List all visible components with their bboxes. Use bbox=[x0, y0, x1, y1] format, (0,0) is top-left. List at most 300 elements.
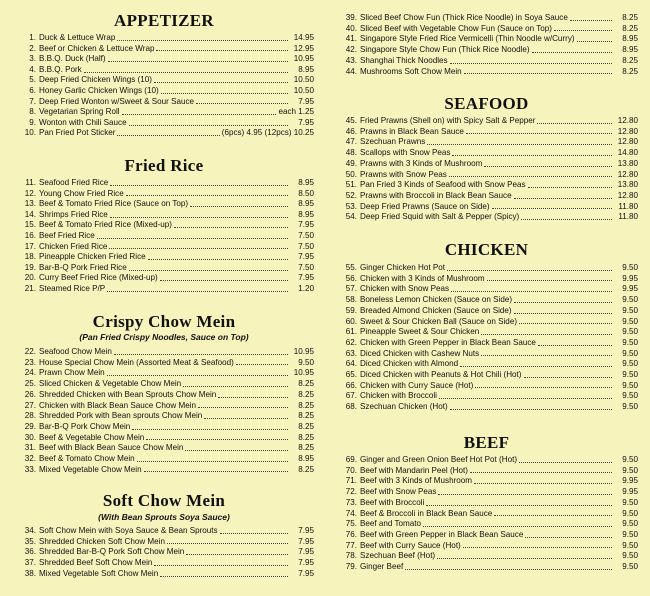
dot-leader bbox=[466, 133, 612, 134]
menu-item-number: 72. bbox=[345, 487, 357, 497]
menu-item bbox=[14, 526, 314, 537]
menu-item-number: 23. bbox=[24, 357, 36, 367]
menu-item-name: Beef with Black Bean Sauce Chow Mein bbox=[39, 443, 184, 453]
dot-leader bbox=[110, 185, 288, 186]
menu-item-price: 8.95 bbox=[622, 45, 638, 55]
menu-item-name: Prawns with 3 Kinds of Mushroom bbox=[360, 158, 483, 168]
menu-item bbox=[335, 359, 638, 370]
dot-leader bbox=[190, 206, 288, 207]
menu-item-price: 9.50 bbox=[622, 540, 638, 550]
menu-item-price: 8.25 bbox=[298, 464, 314, 474]
dot-leader bbox=[97, 238, 288, 239]
menu-item bbox=[14, 118, 314, 129]
menu-item bbox=[14, 454, 314, 465]
menu-item bbox=[335, 263, 638, 274]
menu-item-name: Soft Chow Mein with Soya Sauce & Bean Sprouts bbox=[39, 526, 218, 535]
dot-leader bbox=[132, 429, 288, 430]
menu-item bbox=[14, 199, 314, 210]
menu-item-name: Chicken with Black Bean Sauce Chow Mein bbox=[39, 400, 197, 410]
menu-item bbox=[335, 34, 638, 45]
dot-leader bbox=[405, 569, 612, 570]
menu-item-price: 9.50 bbox=[622, 348, 638, 358]
dot-leader bbox=[570, 20, 612, 21]
menu-item-price: 7.95 bbox=[298, 220, 314, 230]
menu-item-name: Fried Prawns (Shell on) with Spicy Salt & Pepper bbox=[360, 116, 536, 125]
menu-item-price: 12.80 bbox=[617, 126, 638, 136]
dot-leader bbox=[426, 505, 612, 506]
menu-item bbox=[335, 191, 638, 202]
menu-item-price: 8.25 bbox=[298, 411, 314, 421]
menu-item-number: 58. bbox=[345, 295, 357, 305]
menu-item-name: Sweet & Sour Chicken Ball (Sauce on Side) bbox=[360, 316, 518, 326]
menu-item bbox=[335, 67, 638, 78]
menu-item-name: Beef and Tomato bbox=[360, 519, 422, 529]
menu-item-number: 26. bbox=[24, 389, 36, 399]
menu-item-number: 71. bbox=[345, 476, 357, 486]
menu-item-price: 11.80 bbox=[618, 212, 638, 222]
menu-item-price: 8.25 bbox=[622, 55, 638, 65]
menu-item-number: 53. bbox=[345, 201, 357, 211]
menu-item-name: Beef with Mandarin Peel (Hot) bbox=[360, 465, 468, 475]
menu-item-name: Shredded Pork with Bean sprouts Chow Mein bbox=[39, 411, 203, 421]
menu-item bbox=[14, 465, 314, 476]
menu-item-number: 4. bbox=[29, 64, 36, 74]
menu-item-price: 9.50 bbox=[622, 327, 638, 337]
menu-item bbox=[14, 231, 314, 242]
menu-item-name: Beef & Tomato Fried Rice (Mixed-up) bbox=[39, 220, 172, 230]
menu-item-price: 10.50 bbox=[293, 75, 314, 85]
dot-leader bbox=[577, 41, 612, 42]
menu-item bbox=[14, 86, 314, 97]
menu-item-name: Pineapple Sweet & Sour Chicken bbox=[360, 327, 480, 337]
menu-item-name: Curry Beef Fried Rice (Mixed-up) bbox=[39, 273, 158, 283]
menu-item-number: 15. bbox=[24, 220, 36, 230]
menu-item-number: 70. bbox=[345, 465, 357, 475]
dot-leader bbox=[525, 537, 612, 538]
menu-item-price: 9.50 bbox=[622, 295, 638, 305]
menu-item-name: Sliced Beef Chow Fun (Thick Rice Noodle) in Soya Sauce bbox=[360, 13, 568, 22]
menu-item bbox=[14, 558, 314, 569]
menu-item-number: 59. bbox=[345, 305, 357, 315]
menu-item-number: 24. bbox=[24, 368, 36, 378]
menu-item-number: 20. bbox=[24, 273, 36, 283]
menu-item bbox=[14, 263, 314, 274]
dot-leader bbox=[183, 386, 288, 387]
menu-item-name: Deep Fried Chicken Wings (10) bbox=[39, 75, 152, 85]
menu-item-name: Duck & Lettuce Wrap bbox=[39, 33, 116, 42]
dot-leader bbox=[437, 558, 612, 559]
menu-item-price: 9.50 bbox=[298, 357, 314, 367]
menu-item-price: 9.50 bbox=[622, 391, 638, 401]
menu-item-number: 40. bbox=[345, 23, 357, 33]
section-heading-soft-chow-mein: Soft Chow Mein bbox=[102, 491, 226, 510]
menu-item-number: 37. bbox=[24, 558, 36, 568]
menu-item bbox=[335, 541, 638, 552]
dot-leader bbox=[474, 483, 612, 484]
dot-leader bbox=[481, 334, 612, 335]
menu-item-price: 7.50 bbox=[298, 241, 314, 251]
menu-item-name: Ginger Chicken Hot Pot bbox=[360, 263, 446, 272]
dot-leader bbox=[110, 217, 288, 218]
menu-item bbox=[335, 391, 638, 402]
menu-item-price: 9.50 bbox=[622, 263, 638, 272]
menu-item bbox=[335, 212, 638, 223]
dot-leader bbox=[452, 155, 612, 156]
menu-item-number: 62. bbox=[345, 337, 357, 347]
section-subtitle: (Pan Fried Crispy Noodles, Sauce on Top) bbox=[79, 332, 249, 342]
dot-leader bbox=[519, 323, 612, 324]
menu-item-price: 9.50 bbox=[622, 305, 638, 315]
menu-item-price: 8.25 bbox=[298, 421, 314, 431]
menu-item-name: Vegetarian Spring Roll bbox=[39, 107, 120, 117]
menu-item-number: 52. bbox=[345, 190, 357, 200]
dot-leader bbox=[484, 166, 612, 167]
dot-leader bbox=[427, 144, 612, 145]
menu-item-name: Prawns with Snow Peas bbox=[360, 169, 447, 179]
menu-item-number: 28. bbox=[24, 411, 36, 421]
menu-item bbox=[14, 347, 314, 358]
menu-item-price: 12.80 bbox=[617, 116, 638, 125]
menu-item-number: 69. bbox=[345, 455, 357, 464]
menu-item-name: Pan Fried Pot Sticker bbox=[39, 128, 116, 138]
menu-item-number: 11. bbox=[25, 178, 36, 187]
menu-item-price: 12.80 bbox=[617, 190, 638, 200]
menu-item-number: 67. bbox=[345, 391, 357, 401]
menu-item-number: 68. bbox=[345, 402, 357, 412]
menu-item-number: 41. bbox=[345, 34, 357, 44]
menu-item bbox=[14, 390, 314, 401]
dot-leader bbox=[167, 543, 288, 544]
menu-item-number: 13. bbox=[24, 199, 36, 209]
menu-item-name: Ginger Beef bbox=[360, 562, 404, 571]
menu-item bbox=[335, 56, 638, 67]
menu-item-number: 54. bbox=[345, 212, 357, 222]
menu-item-price: 7.50 bbox=[298, 262, 314, 272]
menu-item bbox=[335, 170, 638, 181]
menu-item-name: Bar-B-Q Pork Fried Rice bbox=[39, 262, 127, 272]
menu-item bbox=[14, 443, 314, 454]
menu-item-number: 50. bbox=[345, 169, 357, 179]
menu-item-number: 78. bbox=[345, 551, 357, 561]
menu-item-name: Chicken with 3 Kinds of Mushroom bbox=[360, 273, 485, 283]
menu-item-number: 21. bbox=[24, 284, 36, 293]
menu-item bbox=[335, 274, 638, 285]
dot-leader bbox=[519, 462, 612, 463]
menu-item-number: 46. bbox=[345, 126, 357, 136]
menu-item-name: Diced Chicken with Almond bbox=[360, 359, 459, 369]
dot-leader bbox=[451, 291, 612, 292]
menu-item-name: Chicken with Broccoli bbox=[360, 391, 437, 401]
menu-item-price: 14.95 bbox=[293, 33, 314, 42]
menu-item-price: 9.95 bbox=[622, 284, 638, 294]
menu-item bbox=[14, 242, 314, 253]
dot-leader bbox=[514, 198, 612, 199]
dot-leader bbox=[481, 355, 612, 356]
menu-item-name: Beef with Snow Peas bbox=[360, 487, 437, 497]
menu-item-name: Beef with 3 Kinds of Mushroom bbox=[360, 476, 473, 486]
menu-item-number: 36. bbox=[24, 547, 36, 557]
menu-item bbox=[14, 368, 314, 379]
menu-item-price: 9.50 bbox=[622, 465, 638, 475]
menu-item-price: 13.80 bbox=[617, 158, 638, 168]
dot-leader bbox=[107, 375, 288, 376]
menu-item bbox=[335, 476, 638, 487]
menu-item-number: 75. bbox=[345, 519, 357, 529]
menu-item-price: 9.50 bbox=[622, 370, 638, 379]
menu-item-number: 48. bbox=[345, 148, 357, 158]
dot-leader bbox=[494, 515, 612, 516]
menu-item-name: Shrimps Fried Rice bbox=[39, 209, 108, 219]
menu-item-number: 56. bbox=[345, 273, 357, 283]
menu-item bbox=[335, 180, 638, 191]
menu-item bbox=[14, 433, 314, 444]
dot-leader bbox=[449, 176, 612, 177]
menu-item bbox=[14, 401, 314, 412]
menu-item bbox=[335, 306, 638, 317]
dot-leader bbox=[109, 248, 288, 249]
section-heading-crispy-chow-mein: Crispy Chow Mein bbox=[92, 312, 236, 331]
dot-leader bbox=[160, 576, 288, 577]
menu-item-name: Mushrooms Soft Chow Mein bbox=[360, 66, 462, 76]
menu-item-number: 57. bbox=[345, 284, 357, 294]
menu-item bbox=[335, 116, 638, 127]
menu-item-name: Prawn Chow Mein bbox=[39, 368, 105, 378]
menu-item-price: 8.25 bbox=[298, 400, 314, 410]
menu-item-name: Shredded Beef Soft Chow Mein bbox=[39, 558, 153, 568]
menu-item-price: 9.95 bbox=[622, 476, 638, 486]
menu-item bbox=[14, 75, 314, 86]
menu-item-price: 9.95 bbox=[622, 273, 638, 283]
menu-item-price: 8.95 bbox=[298, 199, 314, 209]
menu-item-price: 10.95 bbox=[293, 347, 314, 356]
dot-leader bbox=[154, 82, 288, 83]
menu-item bbox=[335, 498, 638, 509]
menu-item-price: 7.50 bbox=[298, 231, 314, 240]
menu-item-name: Shredded Chicken Soft Chow Mein bbox=[39, 536, 165, 546]
menu-item-name: Chicken with Curry Sauce (Hot) bbox=[360, 380, 474, 390]
menu-item-price: 9.50 bbox=[622, 380, 638, 390]
menu-item bbox=[14, 252, 314, 263]
section-heading-seafood: SEAFOOD bbox=[444, 94, 529, 113]
menu-item-price: 8.25 bbox=[298, 389, 314, 399]
menu-item-name: Ginger and Green Onion Beef Hot Pot (Hot) bbox=[360, 455, 518, 464]
dot-leader bbox=[538, 345, 612, 346]
menu-item-price: 9.50 bbox=[622, 519, 638, 529]
dot-leader bbox=[122, 114, 277, 115]
dot-leader bbox=[156, 50, 288, 51]
menu-item-number: 66. bbox=[345, 380, 357, 390]
dot-leader bbox=[196, 103, 288, 104]
menu-item bbox=[335, 487, 638, 498]
menu-item-price: 7.95 bbox=[298, 526, 314, 535]
menu-item-number: 31. bbox=[24, 443, 36, 453]
menu-item bbox=[335, 519, 638, 530]
menu-item bbox=[14, 189, 314, 200]
menu-item bbox=[14, 537, 314, 548]
menu-item-price: 8.95 bbox=[298, 178, 314, 187]
menu-item-number: 17. bbox=[24, 241, 36, 251]
menu-item-name: Deep Fried Squid with Salt & Pepper (Spicy) bbox=[360, 212, 520, 222]
menu-item-number: 1. bbox=[29, 33, 36, 42]
menu-item-price: 7.95 bbox=[298, 252, 314, 262]
menu-item-number: 7. bbox=[29, 96, 36, 106]
menu-item bbox=[14, 128, 314, 139]
dot-leader bbox=[108, 61, 288, 62]
dot-leader bbox=[492, 208, 612, 209]
menu-item bbox=[14, 33, 314, 44]
menu-item bbox=[335, 317, 638, 328]
dot-leader bbox=[460, 366, 612, 367]
menu-item-price: 7.95 bbox=[298, 117, 314, 127]
menu-item-number: 2. bbox=[29, 43, 36, 53]
menu-item-name: Wonton with Chili Sauce bbox=[39, 117, 127, 127]
dot-leader bbox=[129, 270, 288, 271]
menu-item-name: Beef with Curry Sauce (Hot) bbox=[360, 540, 461, 550]
menu-item-price: 14.80 bbox=[617, 148, 638, 158]
menu-item-number: 33. bbox=[24, 464, 36, 474]
dot-leader bbox=[161, 93, 288, 94]
menu-item-name: Mixed Vegetable Soft Chow Mein bbox=[39, 568, 159, 578]
menu-item-number: 22. bbox=[24, 347, 36, 356]
menu-item-number: 61. bbox=[345, 327, 357, 337]
dot-leader bbox=[514, 302, 612, 303]
menu-item-price: 8.50 bbox=[298, 188, 314, 198]
menu-item-number: 42. bbox=[345, 45, 357, 55]
menu-item-price: 7.95 bbox=[298, 568, 314, 578]
menu-item-number: 9. bbox=[29, 117, 36, 127]
menu-item-name: Beef with Green Pepper in Black Bean Sauce bbox=[360, 529, 524, 539]
menu-item bbox=[14, 44, 314, 55]
menu-item-number: 32. bbox=[24, 454, 36, 463]
menu-item-number: 29. bbox=[24, 421, 36, 431]
dot-leader bbox=[236, 364, 288, 365]
menu-item bbox=[335, 137, 638, 148]
menu-item-price: 12.80 bbox=[617, 137, 638, 147]
dot-leader bbox=[84, 72, 288, 73]
menu-item-name: B.B.Q. Pork bbox=[39, 64, 82, 74]
dot-leader bbox=[528, 187, 612, 188]
menu-item-price: 11.80 bbox=[618, 201, 638, 211]
menu-item bbox=[335, 530, 638, 541]
menu-item bbox=[335, 327, 638, 338]
dot-leader bbox=[126, 195, 288, 196]
menu-item-name: Beef & Vegetable Chow Mein bbox=[39, 432, 145, 442]
menu-item-name: Shredded Bar-B-Q Pork Soft Chow Mein bbox=[39, 547, 185, 557]
menu-item-name: Shredded Chicken with Bean Sprouts Chow Mein bbox=[39, 389, 217, 399]
menu-item-number: 25. bbox=[24, 379, 36, 389]
menu-item-number: 3. bbox=[29, 54, 36, 64]
menu-item bbox=[335, 381, 638, 392]
menu-item-name: Pan Fried 3 Kinds of Seafood with Snow Peas bbox=[360, 180, 526, 190]
menu-item-name: House Special Chow Mein (Assorted Meat & Seafood) bbox=[39, 357, 234, 367]
dot-leader bbox=[447, 270, 612, 271]
menu-item-name: Diced Chicken with Cashew Nuts bbox=[360, 348, 480, 358]
menu-item bbox=[335, 455, 638, 466]
menu-item-name: Chicken with Green Pepper in Black Bean Sauce bbox=[360, 337, 536, 347]
menu-item-price: 10.50 bbox=[293, 86, 314, 95]
menu-item-name: Chicken with Snow Peas bbox=[360, 284, 450, 294]
menu-item-number: 34. bbox=[24, 526, 36, 535]
menu-item-name: Scallops with Snow Peas bbox=[360, 148, 451, 158]
menu-item-number: 14. bbox=[24, 209, 36, 219]
menu-item-name: Beef Fried Rice bbox=[39, 231, 95, 240]
dot-leader bbox=[470, 472, 612, 473]
section-heading-fried-rice: Fried Rice bbox=[124, 156, 204, 175]
menu-item-name: Young Chow Fried Rice bbox=[39, 188, 124, 198]
menu-item bbox=[14, 284, 314, 295]
dot-leader bbox=[532, 52, 612, 53]
menu-item-name: Diced Chicken with Peanuts & Hot Chili (Hot) bbox=[360, 370, 522, 379]
menu-item-number: 60. bbox=[345, 316, 357, 326]
menu-item-name: Sliced Chicken & Vegetable Chow Mein bbox=[39, 379, 182, 389]
dot-leader bbox=[524, 377, 613, 378]
menu-item-name: Beef & Tomato Chow Mein bbox=[39, 454, 135, 463]
menu-item-price: 8.25 bbox=[298, 443, 314, 453]
menu-item-price: 8.25 bbox=[622, 66, 638, 76]
menu-item-number: 30. bbox=[24, 432, 36, 442]
menu-item-name: Prawns in Black Bean Sauce bbox=[360, 126, 464, 136]
dot-leader bbox=[117, 40, 288, 41]
menu-item-name: Singapore Style Chow Fun (Thick Rice Noodle) bbox=[360, 45, 530, 55]
menu-item bbox=[14, 411, 314, 422]
menu-item-price: 10.95 bbox=[293, 368, 314, 378]
menu-item-price: 1.20 bbox=[298, 284, 314, 293]
menu-item-price: 8.95 bbox=[622, 34, 638, 44]
dot-leader bbox=[218, 397, 288, 398]
menu-item-name: B.B.Q. Duck (Half) bbox=[39, 54, 106, 64]
menu-item-number: 6. bbox=[29, 86, 36, 95]
menu-item-name: Seafood Chow Mein bbox=[39, 347, 112, 356]
menu-item bbox=[335, 349, 638, 360]
menu-item-name: Deep Fried Prawns (Sauce on Side) bbox=[360, 201, 490, 211]
menu-item-number: 45. bbox=[345, 116, 357, 125]
menu-item-price: 7.95 bbox=[298, 273, 314, 283]
menu-item bbox=[335, 159, 638, 170]
menu-item-number: 55. bbox=[345, 263, 357, 272]
menu-item-number: 79. bbox=[345, 562, 357, 571]
menu-item-name: Bar-B-Q Pork Chow Mein bbox=[39, 421, 131, 431]
menu-item bbox=[335, 24, 638, 35]
menu-item-name: Chicken Fried Rice bbox=[39, 241, 108, 251]
menu-item-number: 77. bbox=[345, 540, 357, 550]
dot-leader bbox=[521, 219, 612, 220]
menu-item bbox=[335, 562, 638, 573]
menu-item-price: each 1.25 bbox=[278, 107, 314, 117]
menu-item-number: 47. bbox=[345, 137, 357, 147]
dot-leader bbox=[554, 30, 612, 31]
menu-item-number: 43. bbox=[345, 55, 357, 65]
dot-leader bbox=[107, 291, 288, 292]
dot-leader bbox=[160, 280, 288, 281]
menu-item-name: Boneless Lemon Chicken (Sauce on Side) bbox=[360, 295, 513, 305]
menu-item-price: 12.80 bbox=[617, 169, 638, 179]
menu-item-number: 39. bbox=[345, 13, 357, 22]
menu-item bbox=[335, 509, 638, 520]
dot-leader bbox=[450, 63, 612, 64]
menu-item-name: Prawns with Broccoli in Black Bean Sauce bbox=[360, 190, 512, 200]
menu-item bbox=[14, 379, 314, 390]
dot-leader bbox=[220, 533, 288, 534]
menu-item-number: 63. bbox=[345, 348, 357, 358]
dot-leader bbox=[439, 398, 612, 399]
menu-item-price: 8.25 bbox=[622, 23, 638, 33]
section-subtitle: (With Bean Sprouts Soya Sauce) bbox=[98, 512, 230, 522]
dot-leader bbox=[174, 227, 288, 228]
menu-item-number: 8. bbox=[29, 107, 36, 117]
menu-item bbox=[335, 402, 638, 413]
dot-leader bbox=[154, 565, 288, 566]
menu-item-number: 19. bbox=[24, 262, 36, 272]
